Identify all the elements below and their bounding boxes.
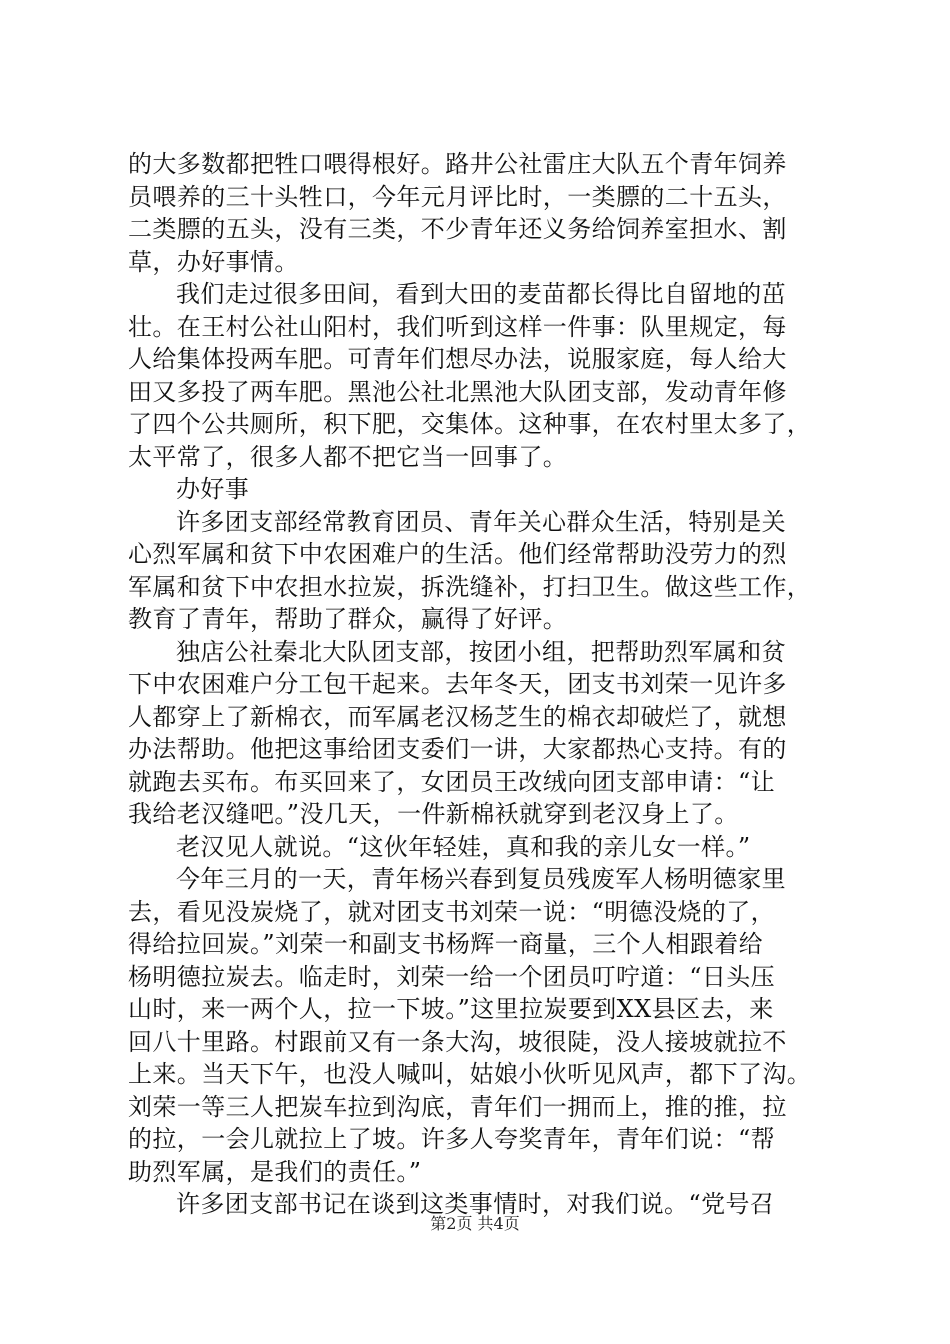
text-line: 的拉，一会儿就拉上了坡。许多人夸奖青年，青年们说：“帮 [128, 1125, 776, 1153]
text-line: 草，办好事情。 [128, 247, 299, 276]
text-line: 我给老汉缝吧。”没几天，一件新棉袄就穿到老汉身上了。 [128, 800, 739, 828]
text-line: 员喂养的三十头牲口，今年元月评比时，一类膘的二十五头， [128, 182, 787, 211]
text-line: 教育了青年，帮助了群众，赢得了好评。 [128, 605, 568, 633]
text-line: 今年三月的一天，青年杨兴春到复员残废军人杨明德家里 [176, 865, 786, 893]
text-line: 的大多数都把牲口喂得根好。路井公社雷庄大队五个青年饲养 [128, 150, 787, 178]
text-line: 我们走过很多田间，看到大田的麦苗都长得比自留地的茁 [176, 280, 786, 308]
text-line: 回八十里路。村跟前又有一条大沟，坡很陡，没人接坡就拉不 [128, 1027, 787, 1056]
page-footer: 第2页 共4页 [430, 1214, 520, 1233]
text-line: 老汉见人就说。“这伙年轻娃，真和我的亲儿女一样。” [176, 832, 751, 861]
text-line: 军属和贫下中农担水拉炭，拆洗缝补，打扫卫生。做这些工作， [128, 572, 812, 601]
text-line: 办好事 [176, 475, 250, 503]
text-line: 壮。在王村公社山阳村，我们听到这样一件事：队里规定，每 [128, 312, 787, 341]
text-line: 二类膘的五头，没有三类，不少青年还义务给饲养室担水、割 [128, 215, 787, 243]
text-line: 就跑去买布。布买回来了，女团员王改绒向团支部申请：“让 [128, 767, 776, 796]
text-line: 许多团支部书记在谈到这类事情时，对我们说。“党号召 [176, 1190, 775, 1218]
text-line: 刘荣一等三人把炭车拉到沟底，青年们一拥而上，推的推，拉 [128, 1092, 787, 1121]
text-line: 助烈军属，是我们的责任。” [128, 1157, 422, 1186]
text-line: 杨明德拉炭去。临走时，刘荣一给一个团员叮咛道：“日头压 [128, 962, 776, 991]
text-line: 上来。当天下午，也没人喊叫，姑娘小伙听见风声，都下了沟。 [128, 1060, 812, 1088]
text-line: 山时，来一两个人，拉一下坡。”这里拉炭要到XX县区去，来 [128, 995, 774, 1023]
text-line: 去，看见没炭烧了，就对团支书刘荣一说：“明德没烧的了， [128, 897, 776, 926]
text-line: 独店公社秦北大队团支部，按团小组，把帮助烈军属和贫 [176, 637, 786, 666]
text-line: 许多团支部经常教育团员、青年关心群众生活，特别是关 [176, 507, 786, 536]
text-line: 心烈军属和贫下中农困难户的生活。他们经常帮助没劳力的烈 [128, 540, 787, 568]
text-line: 了四个公共厕所，积下肥，交集体。这种事，在农村里太多了， [128, 410, 812, 438]
text-line: 办法帮助。他把这事给团支委们一讲，大家都热心支持。有的 [128, 735, 787, 763]
text-line: 人都穿上了新棉衣，而军属老汉杨芝生的棉衣却破烂了，就想 [128, 702, 787, 731]
text-line: 得给拉回炭。”刘荣一和副支书杨辉一商量，三个人相跟着给 [128, 930, 764, 958]
document-body [128, 148, 828, 1221]
text-line: 人给集体投两车肥。可青年们想尽办法，说服家庭，每人给大 [128, 345, 787, 373]
text-line: 下中农困难户分工包干起来。去年冬天，团支书刘荣一见许多 [128, 670, 787, 698]
text-line: 田又多投了两车肥。黑池公社北黑池大队团支部，发动青年修 [128, 377, 787, 406]
text-line: 太平常了，很多人都不把它当一回事了。 [128, 442, 568, 471]
